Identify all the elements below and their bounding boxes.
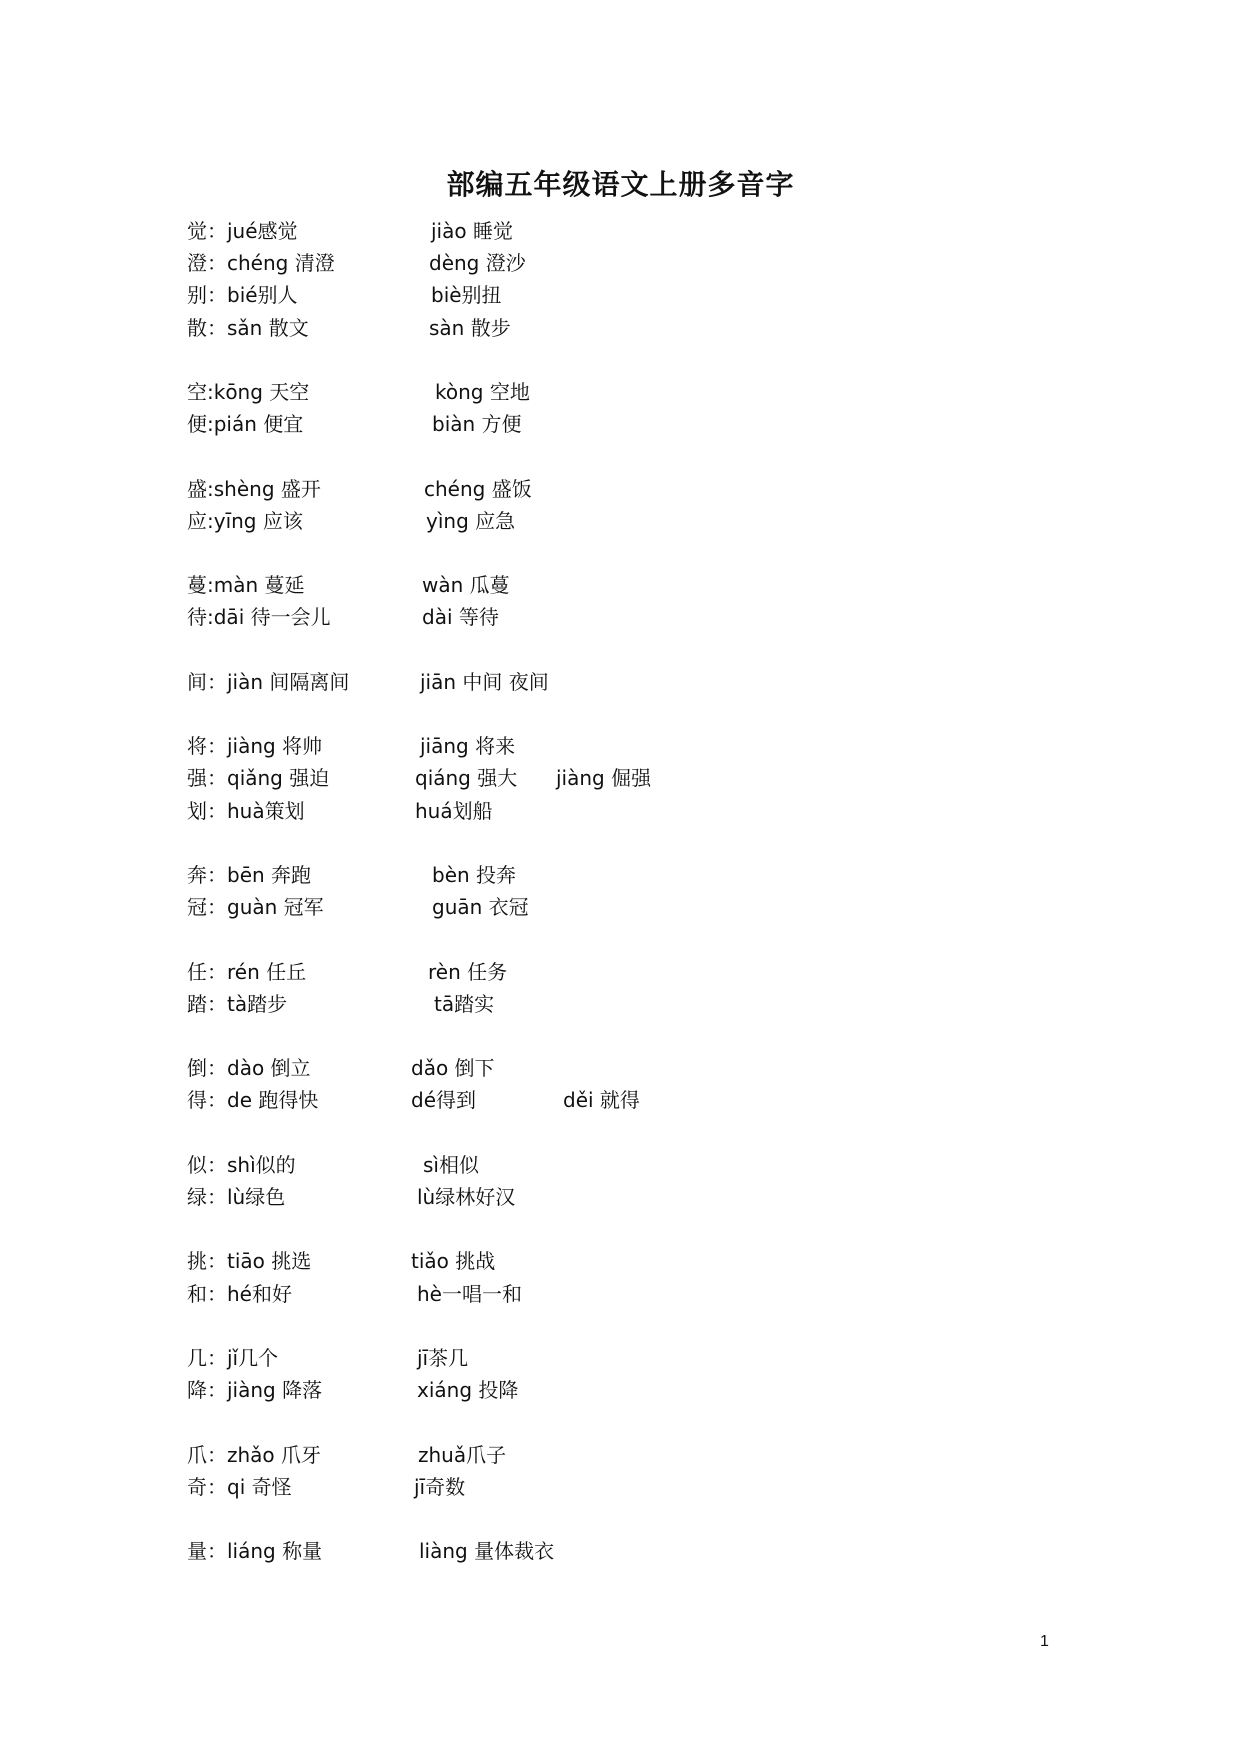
entry-line xyxy=(0,506,1241,536)
entry-line xyxy=(0,763,1241,793)
entry-line xyxy=(0,1536,1241,1566)
entry-alternate-reading: tiǎo 挑战 xyxy=(411,1249,496,1273)
entry-primary-reading: 划：huà策划 xyxy=(187,799,305,823)
page-title: 部编五年级语文上册多音字 xyxy=(446,168,795,201)
entry-primary-reading: 奇：qi 奇怪 xyxy=(187,1475,292,1499)
entry-line xyxy=(0,892,1241,922)
entry-primary-reading: 量：liáng 称量 xyxy=(187,1539,323,1563)
entry-alternate-reading: hè一唱一和 xyxy=(417,1282,522,1306)
entry-primary-reading: 爪：zhǎo 爪牙 xyxy=(187,1443,322,1467)
entry-line xyxy=(0,1053,1241,1083)
entry-primary-reading: 空:kōng 天空 xyxy=(187,380,310,404)
entry-primary-reading: 似：shì似的 xyxy=(187,1153,296,1177)
entry-line xyxy=(0,989,1241,1019)
entry-primary-reading: 踏：tà踏步 xyxy=(187,992,288,1016)
entry-line xyxy=(0,248,1241,278)
entry-alternate-reading: biè别扭 xyxy=(431,283,502,307)
entry-line xyxy=(0,1343,1241,1373)
entry-alternate-reading: dǎo 倒下 xyxy=(411,1056,495,1080)
entry-line xyxy=(0,409,1241,439)
entry-alternate-reading: chéng 盛饭 xyxy=(424,477,532,501)
entry-alternate-reading: wàn 瓜蔓 xyxy=(422,573,510,597)
entry-primary-reading: 澄：chéng 清澄 xyxy=(187,251,335,275)
entry-line xyxy=(0,1279,1241,1309)
entry-line xyxy=(0,957,1241,987)
entry-primary-reading: 散：sǎn 散文 xyxy=(187,316,309,340)
entry-alternate-reading: xiáng 投降 xyxy=(417,1378,519,1402)
entry-line xyxy=(0,570,1241,600)
entry-primary-reading: 待:dāi 待一会儿 xyxy=(187,605,331,629)
entry-line xyxy=(0,860,1241,890)
entry-primary-reading: 觉：jué感觉 xyxy=(187,219,298,243)
entry-primary-reading: 间：jiàn 间隔离间 xyxy=(187,670,350,694)
entry-primary-reading: 别：bié别人 xyxy=(187,283,298,307)
entry-primary-reading: 任：rén 任丘 xyxy=(187,960,307,984)
entry-primary-reading: 蔓:màn 蔓延 xyxy=(187,573,305,597)
entry-alternate-reading: dài 等待 xyxy=(422,605,499,629)
entry-line xyxy=(0,280,1241,310)
entry-line xyxy=(0,731,1241,761)
entry-alternate-reading: huá划船 xyxy=(415,799,493,823)
entry-primary-reading: 倒：dào 倒立 xyxy=(187,1056,311,1080)
entry-alternate-reading: yìng 应急 xyxy=(426,509,516,533)
entry-line xyxy=(0,602,1241,632)
entry-line xyxy=(0,1182,1241,1212)
entry-alternate-reading: bèn 投奔 xyxy=(432,863,517,887)
entry-alternate-reading: dé得到 xyxy=(411,1088,476,1112)
entry-primary-reading: 挑：tiāo 挑选 xyxy=(187,1249,312,1273)
entry-alternate-reading: sì相似 xyxy=(423,1153,479,1177)
entry-alternate-reading: guān 衣冠 xyxy=(432,895,529,919)
entry-line xyxy=(0,1440,1241,1470)
entry-line xyxy=(0,1246,1241,1276)
entry-alternate-reading: liàng 量体裁衣 xyxy=(419,1539,555,1563)
entry-alternate-reading: jiāng 将来 xyxy=(420,734,516,758)
entry-primary-reading: 降：jiàng 降落 xyxy=(187,1378,323,1402)
entry-alternate-reading: lù绿林好汉 xyxy=(417,1185,516,1209)
entry-primary-reading: 应:yīng 应该 xyxy=(187,509,303,533)
entry-line xyxy=(0,667,1241,697)
entry-alternate-reading: kòng 空地 xyxy=(435,380,530,404)
entry-alternate-reading: jiàng 倔强 xyxy=(556,766,652,790)
entry-line xyxy=(0,216,1241,246)
entry-primary-reading: 便:pián 便宜 xyxy=(187,412,304,436)
entry-alternate-reading: jiān 中间 夜间 xyxy=(420,670,549,694)
entry-alternate-reading: tā踏实 xyxy=(434,992,495,1016)
entry-alternate-reading: děi 就得 xyxy=(563,1088,640,1112)
entry-line xyxy=(0,377,1241,407)
entry-line xyxy=(0,796,1241,826)
entry-primary-reading: 绿：lù绿色 xyxy=(187,1185,286,1209)
entry-alternate-reading: jiào 睡觉 xyxy=(431,219,513,243)
entry-primary-reading: 得：de 跑得快 xyxy=(187,1088,319,1112)
entry-primary-reading: 强：qiǎng 强迫 xyxy=(187,766,330,790)
entry-primary-reading: 冠：guàn 冠军 xyxy=(187,895,324,919)
entry-alternate-reading: jī奇数 xyxy=(414,1475,466,1499)
entry-alternate-reading: jī茶几 xyxy=(417,1346,469,1370)
page-number: 1 xyxy=(1040,1633,1049,1650)
entry-line xyxy=(0,1375,1241,1405)
entry-primary-reading: 和：hé和好 xyxy=(187,1282,292,1306)
entry-line xyxy=(0,1085,1241,1115)
entry-alternate-reading: biàn 方便 xyxy=(432,412,522,436)
entry-primary-reading: 几：jǐ几个 xyxy=(187,1346,279,1370)
entry-line xyxy=(0,474,1241,504)
entry-alternate-reading: zhuǎ爪子 xyxy=(418,1443,507,1467)
entry-primary-reading: 将：jiàng 将帅 xyxy=(187,734,323,758)
entry-line xyxy=(0,1472,1241,1502)
entry-alternate-reading: qiáng 强大 xyxy=(415,766,518,790)
entry-alternate-reading: dèng 澄沙 xyxy=(429,251,526,275)
entry-line xyxy=(0,1150,1241,1180)
entry-alternate-reading: rèn 任务 xyxy=(428,960,508,984)
entry-alternate-reading: sàn 散步 xyxy=(429,316,511,340)
entry-primary-reading: 盛:shèng 盛开 xyxy=(187,477,321,501)
entry-primary-reading: 奔：bēn 奔跑 xyxy=(187,863,312,887)
entry-line xyxy=(0,313,1241,343)
